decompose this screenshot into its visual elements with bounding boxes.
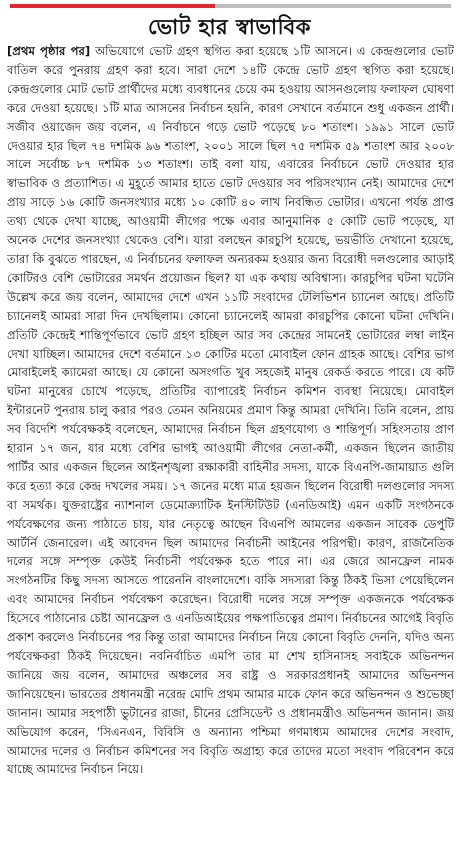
header-rule-red [10, 4, 215, 8]
header-rule-gray [215, 4, 451, 8]
article-body-text: অভিযোগে ভোট গ্রহণ স্থগিত করা হয়েছে ১টি আসনে। এ কেন্দ্রগুলোর ভোট বাতিল করে পুনরায় গ্রহণ করা হবে। সারা দেশে ১৪টি কেন্দ্রে ভোট গ্রহণ স্থগিত করা হয়েছে। কেন্দ্রগুলোর মোট ভোট প্রার্থীদের মধ্যে ব্যবধানের চেয়ে কম হওয়ায় আসনগুলোয় ফলাফল ঘোষণা করে দেওয়া হয়েছে। ১টি মাত্র আসনের নির্বাচন হয়নি, কারণ সেখানে বর্তমানে শুধু একজন প্রার্থী। সজীব ওয়াজেদ জয় বলেন, এ নির্বাচনে গড়ে ভোট পড়েছে ৮০ শতাংশ। ১৯৯১ সালে ভোট দেওয়ার হার ছিল ৭৪ দশমিক ৯৬ শতাংশ, ২০০১ সালে ছিল ৭৫ দশমিক ৫৯ শতাংশ আর ২০০৮ সালে সর্বোচ্চ ৮৭ দশমিক ১৩ শতাংশ। তাই বলা যায়, এবারের নির্বাচনে ভোট দেওয়ার হার স্বাভাবিক ও প্রত্যাশিত। এ মুহূর্তে আমার হাতে ভোট দেওয়ার সব পরিসংখ্যান নেই। আমাদের দেশে প্রায় সাড়ে ১৬ কোটি জনসংখ্যার মধ্যে ১০ কোটি ৪০ লাখ নিবন্ধিত ভোটার। এখনো পর্যন্ত প্রাপ্ত তথ্য থেকে দেখা যাচ্ছে, আওয়ামী লীগের পক্ষে এবার আনুমানিক ৫ কোটি ভোট পড়েছে, যা অনেক দেশের জনসংখ্যা থেকেও বেশি। যারা বলছেন কারচুপি হয়েছে, ভয়ভীতি দেখানো হয়েছে, তারা কি বুঝতে পারছেন, এ নির্বাচনের ফলাফল অন্যরকম হওয়ার জন্য বিরোধী দলগুলোর আড়াই কোটিরও বেশি ভোটারের সমর্থন প্রয়োজন ছিল? যা এক কথায় অবিশ্বাস্য। কারচুপির ঘটনা ঘটেনি উল্লেখ করে জয় বলেন, আমাদের দেশে এখন ১১টি সংবাদের টেলিভিশন চ্যানেল আছে। প্রতিটি চ্যানেলই আমরা সারা দিন দেখছিলাম। কোনো চ্যানেলেই আমরা কারচুপির কোনো ঘটনা দেখিনি। প্রতিটি কেন্দ্রেই শান্তিপূর্ণভাবে ভোট গ্রহণ হচ্ছিল আর সব কেন্দ্রের সামনেই ভোটারের লম্বা লাইন দেখা যাচ্ছিল। আমাদের দেশে বর্তমানে ১৩ কোটির মতো মোবাইল ফোন গ্রাহক আছে। বেশির ভাগ মোবাইলেই ক্যামেরা আছে। যে কোনো অসংগতি খুব সহজেই মানুষ রেকর্ড করতে পারে। যে কটি ঘটনা মানুষের চোখে পড়েছে, প্রতিটির ব্যাপারেই নির্বাচন কমিশন ব্যবস্থা নিয়েছে। মোবাইল ইন্টারনেট পুনরায় চালু করার পরও তেমন অনিয়মের প্রমাণ কিন্তু আমরা দেখিনি। তিনি বলেন, প্রায় সব বিদেশি পর্যবেক্ষকই বলেছেন, আমাদের নির্বাচন ছিল গ্রহণযোগ্য ও শান্তিপূর্ণ। সহিংসতায় প্রাণ হারান ১৭ জন, যার মধ্যে বেশির ভাগই আওয়ামী লীগের নেতা-কর্মী, একজন ছিলেন জাতীয় পার্টির আর একজন ছিলেন আইনশৃঙ্খলা রক্ষাকারী বাহিনীর সদস্য, যাকে বিএনপি-জামায়াত গুলি করে হত্যা করে কেন্দ্র দখলের সময়। ১৭ জনের মধ্যে মাত্র হয়জন ছিলেন বিরোধী দলগুলোর সদস্য বা সমর্থক। যুক্তরাষ্ট্রের ন্যাশনাল ডেমোক্র্যাটিক ইনস্টিটিউট (এনডিআই) এমন একটি সংগঠনকে পর্যবেক্ষণের জন্য পাঠাতে চায়, যার নেতৃত্বে আছেন বিএনপি আমলের একজন সাবেক ডেপুটি আর্টর্নি জেনারেল। এই আবেদন ছিল আমাদের নির্বাচনী আইনের পরিপন্থী। কারণ, রাজনৈতিক দলের সঙ্গে সম্পৃক্ত কেউই নির্বাচনী পর্যবেক্ষক হতে পারে না। এর জেরে আনফ্রেল নামক সংগঠনটির কিছু সদস্য আসতে পারেননি বাংলাদেশে। বাকি সদস্যরা কিন্তু ঠিকই ভিসা পেয়েছিলেন এবং আমাদের নির্বাচন পর্যবেক্ষণ করেছেন। বিরোধী দলের সঙ্গে সম্পৃক্ত একজনকে পর্যবেক্ষক হিসেবে পাঠানোর চেষ্টা আনফ্রেল ও এনডিআইয়ের পক্ষপাতিত্বের প্রমাণ। নির্বাচনের আগেই বিবৃতি প্রকাশ করলেও নির্বাচনের পর কিন্তু তারা আমাদের নির্বাচন নিয়ে কোনো বিবৃতি দেননি, যদিও অন্য পর্যবেক্ষকরা ঠিকই দিয়েছেন। নবনির্বাচিত এমপি তার মা শেখ হাসিনাসহ সবাইকে অভিনন্দন জানিয়ে জয় বলেন, আমাদের অঞ্চলের সব রাষ্ট্র ও সরকারপ্রধানই আমাদের অভিনন্দন জানিয়েছেন। ভারতের প্রধানমন্ত্রী নরেন্দ্র মোদি প্রথম আমার মাকে ফোন করে অভিনন্দন ও শুভেচ্ছা জানান। আমার সহপাঠী ভুটানের রাজা, চীনের প্রেসিডেন্ট ও প্রধানমন্ত্রীও অভিনন্দন জানান। জয় অভিযোগ করেন, 'সিএনএন, বিবিসি ও অন্যান্য পশ্চিমা গণমাধ্যম আমাদের দেশের সংবাদ, আমাদের দলের ও নির্বাচন কমিশনের সব বিবৃতি অগ্রাহ্য করে তাদের মতো সংবাদ পরিবেশন করে যাচ্ছে আমাদের নির্বাচন নিয়ে। [7, 44, 454, 777]
article-paragraph [7, 42, 454, 779]
article-body [7, 42, 454, 779]
continuation-label: [প্রথম পৃষ্ঠার পর] [7, 44, 91, 58]
article-headline: ভোট হার স্বাভাবিক [148, 15, 311, 39]
